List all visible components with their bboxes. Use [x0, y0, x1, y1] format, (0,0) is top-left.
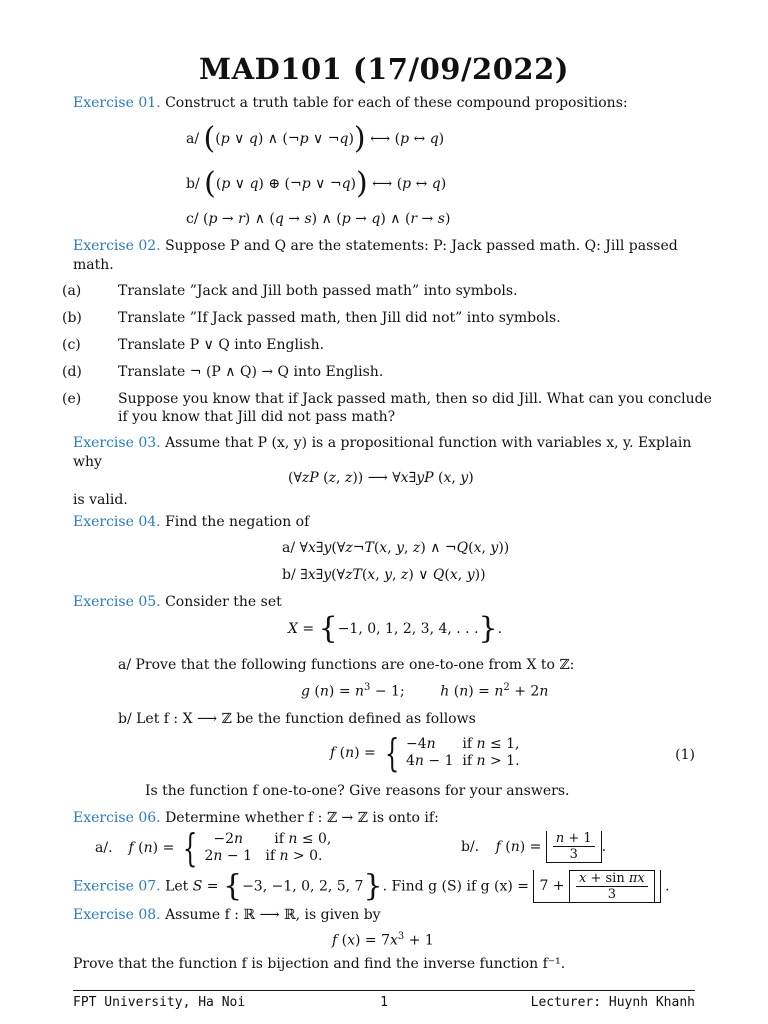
- exercise-label: Exercise 06.: [73, 810, 161, 826]
- exercise-text: Is the function f one-to-one? Give reasons for your answers.: [145, 783, 570, 799]
- page-number: 1: [380, 995, 388, 1010]
- exercise-label: Exercise 07.: [73, 878, 161, 895]
- exercise-text: Assume f : ℝ ⟶ ℝ, is given by: [165, 907, 381, 923]
- footer-institution: FPT University, Ha Noi: [73, 995, 246, 1010]
- page-title: MAD101 (17/09/2022): [199, 52, 569, 86]
- formula-6b: b/. f (n) = $\frac{n + 1}{3}$ .: [461, 831, 607, 862]
- exercise-label: Exercise 02.: [73, 238, 161, 254]
- exercise-text: Determine whether f : ℤ → ℤ is onto if:: [165, 810, 439, 826]
- exercise-text: why: [73, 454, 102, 470]
- equation-number: (1): [675, 747, 695, 763]
- exercise-label: Exercise 03.: [73, 435, 161, 451]
- formula-8: f $(x) = 7x^3 + 1$: [332, 931, 434, 949]
- list-item: (a) Translate ”Jack and Jill both passed math” into symbols.: [62, 283, 518, 299]
- exercise-label: Exercise 04.: [73, 514, 161, 530]
- exercise-text: is valid.: [73, 492, 128, 508]
- document-page: [62, 0, 712, 1024]
- formula-1c: c/ (p → r) ∧ (q → s) ∧ (p → q) ∧ (r → s): [186, 211, 451, 227]
- list-item: (b) Translate ”If Jack passed math, then Jill did not” into symbols.: [62, 310, 561, 326]
- exercise-04-heading: [73, 513, 695, 532]
- formula-5b: f (n) = { −4n if n ≤ 1, 4n − 1 if n > 1.: [330, 731, 520, 775]
- exercise-text: a/ Prove that the following functions are one-to-one from X to ℤ:: [118, 657, 575, 673]
- exercise-text: b/ Let f : X ⟶ ℤ be the function defined as follows: [118, 711, 476, 727]
- exercise-text: Prove that the function f is bijection and find the inverse function f⁻¹.: [73, 956, 566, 972]
- exercise-08-heading: [73, 906, 695, 925]
- formula-set-x: X = {−1, 0, 1, 2, 3, 4, . . .}.: [288, 611, 503, 646]
- formula-6a: a/. f (n) = { −2n if n ≤ 0, 2n − 1 if n > 0.: [95, 826, 332, 870]
- formula-1b: b/ ((p ∨ q) ⊕ (¬p ∨ ¬q)) ⟷ (p ↔ q): [186, 166, 447, 201]
- exercise-text: Find the negation of: [165, 514, 310, 530]
- formula-5a: g $(n) = n^3 - 1$; h $(n) = n^2 + 2n$: [301, 682, 549, 700]
- exercise-text: Suppose P and Q are the statements: P: Jack passed math. Q: Jill passed: [165, 238, 678, 254]
- exercise-05-heading: [73, 593, 695, 612]
- formula-4a: a/ ∀x∃y(∀z¬T(x, y, z) ∧ ¬Q(x, y)): [282, 540, 510, 556]
- exercise-text: Assume that P (x, y) is a propositional function with variables x, y. Explain: [165, 435, 692, 451]
- exercise-text: Construct a truth table for each of these compound propositions:: [165, 95, 628, 111]
- exercise-text: math.: [73, 257, 114, 273]
- exercise-03-heading: [73, 434, 695, 472]
- exercise-02-heading: [73, 237, 695, 275]
- footer-lecturer: Lecturer: Huynh Khanh: [530, 995, 695, 1010]
- exercise-06-heading: [73, 809, 695, 828]
- list-item: (e) Suppose you know that if Jack passed math, then so did Jill. What can you conclude if you know that Jill did not pass math?: [62, 391, 712, 425]
- list-item: (c) Translate P ∨ Q into English.: [62, 337, 325, 353]
- formula-3: (∀zP (z, z)) ⟶ ∀x∃yP (x, y): [288, 470, 474, 486]
- exercise-01-heading: [73, 94, 695, 113]
- exercise-text: Consider the set: [165, 594, 282, 610]
- formula-1a: a/ ((p ∨ q) ∧ (¬p ∨ ¬q)) ⟷ (p ↔ q): [186, 121, 445, 156]
- exercise-label: Exercise 01.: [73, 95, 161, 111]
- footer-divider: [73, 990, 695, 991]
- formula-4b: b/ ∃x∃y(∀zT(x, y, z) ∨ Q(x, y)): [282, 567, 486, 583]
- list-item: (d) Translate ¬ (P ∧ Q) → Q into English.: [62, 364, 384, 380]
- exercise-07-line: Exercise 07. Let S = {−3, −1, 0, 2, 5, 7}. Find g (S) if g (x) = 7 + $\frac{\text{x + sin πx}}{3}$ .: [73, 868, 670, 904]
- exercise-label: Exercise 08.: [73, 907, 161, 923]
- exercise-label: Exercise 05.: [73, 594, 161, 610]
